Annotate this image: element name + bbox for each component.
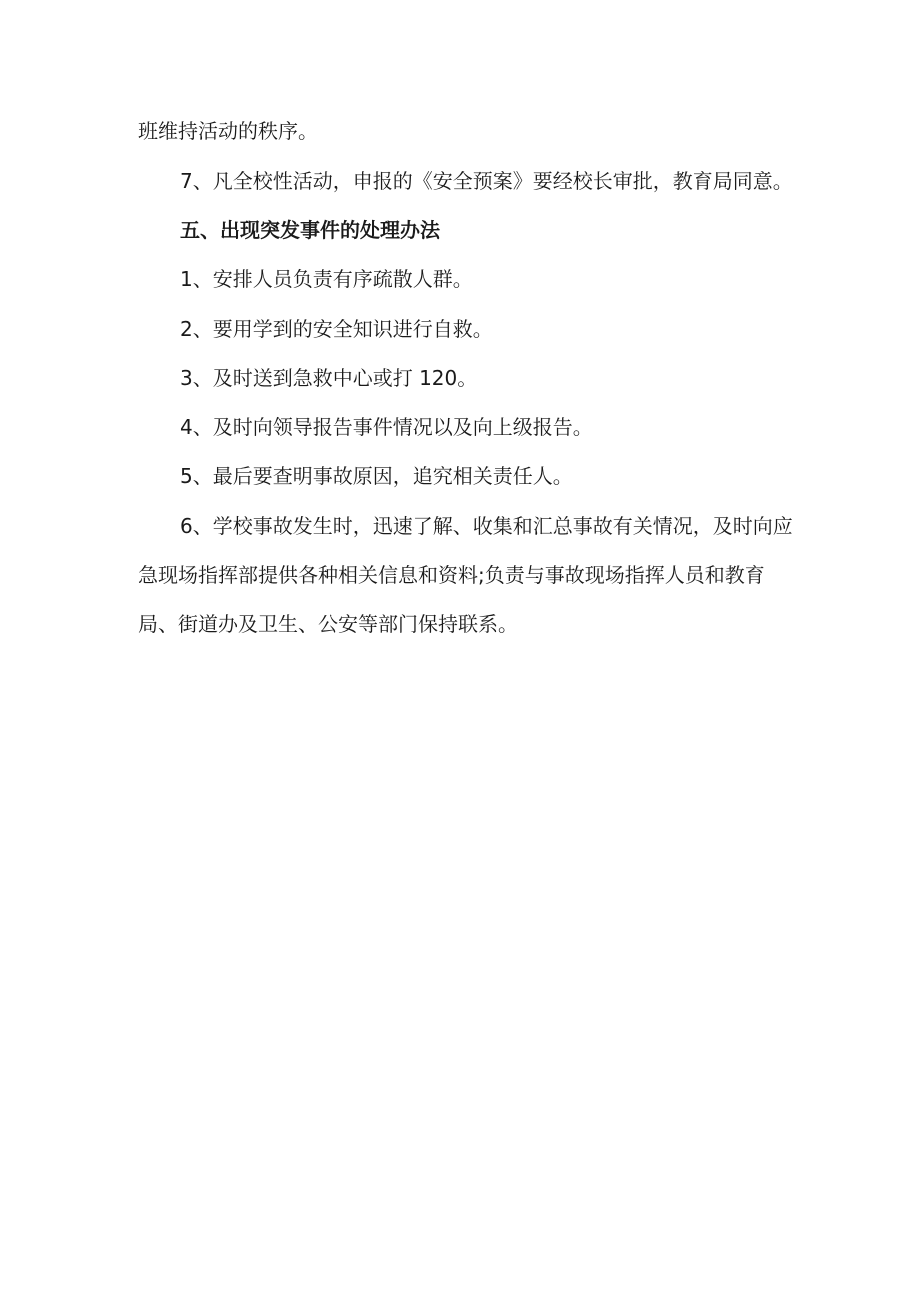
section-heading: 五、出现突发事件的处理办法 bbox=[180, 218, 440, 242]
list-item-1: 1、安排人员负责有序疏散人群。 bbox=[180, 267, 473, 291]
list-item-2: 2、要用学到的安全知识进行自救。 bbox=[180, 317, 493, 341]
list-item-6-line-1: 6、学校事故发生时，迅速了解、收集和汇总事故有关情况，及时向应 bbox=[180, 514, 793, 538]
list-item-6-line-2: 急现场指挥部提供各种相关信息和资料;负责与事故现场指挥人员和教育 bbox=[138, 563, 765, 587]
list-item-5: 5、最后要查明事故原因，追究相关责任人。 bbox=[180, 464, 573, 488]
paragraph-continuation: 班维持活动的秩序。 bbox=[138, 119, 318, 143]
list-item-4: 4、及时向领导报告事件情况以及向上级报告。 bbox=[180, 415, 593, 439]
list-item-6-line-3: 局、街道办及卫生、公安等部门保持联系。 bbox=[138, 612, 518, 636]
list-item-3: 3、及时送到急救中心或打 120。 bbox=[180, 366, 478, 390]
paragraph-item-7: 7、凡全校性活动，申报的《安全预案》要经校长审批，教育局同意。 bbox=[180, 169, 793, 193]
